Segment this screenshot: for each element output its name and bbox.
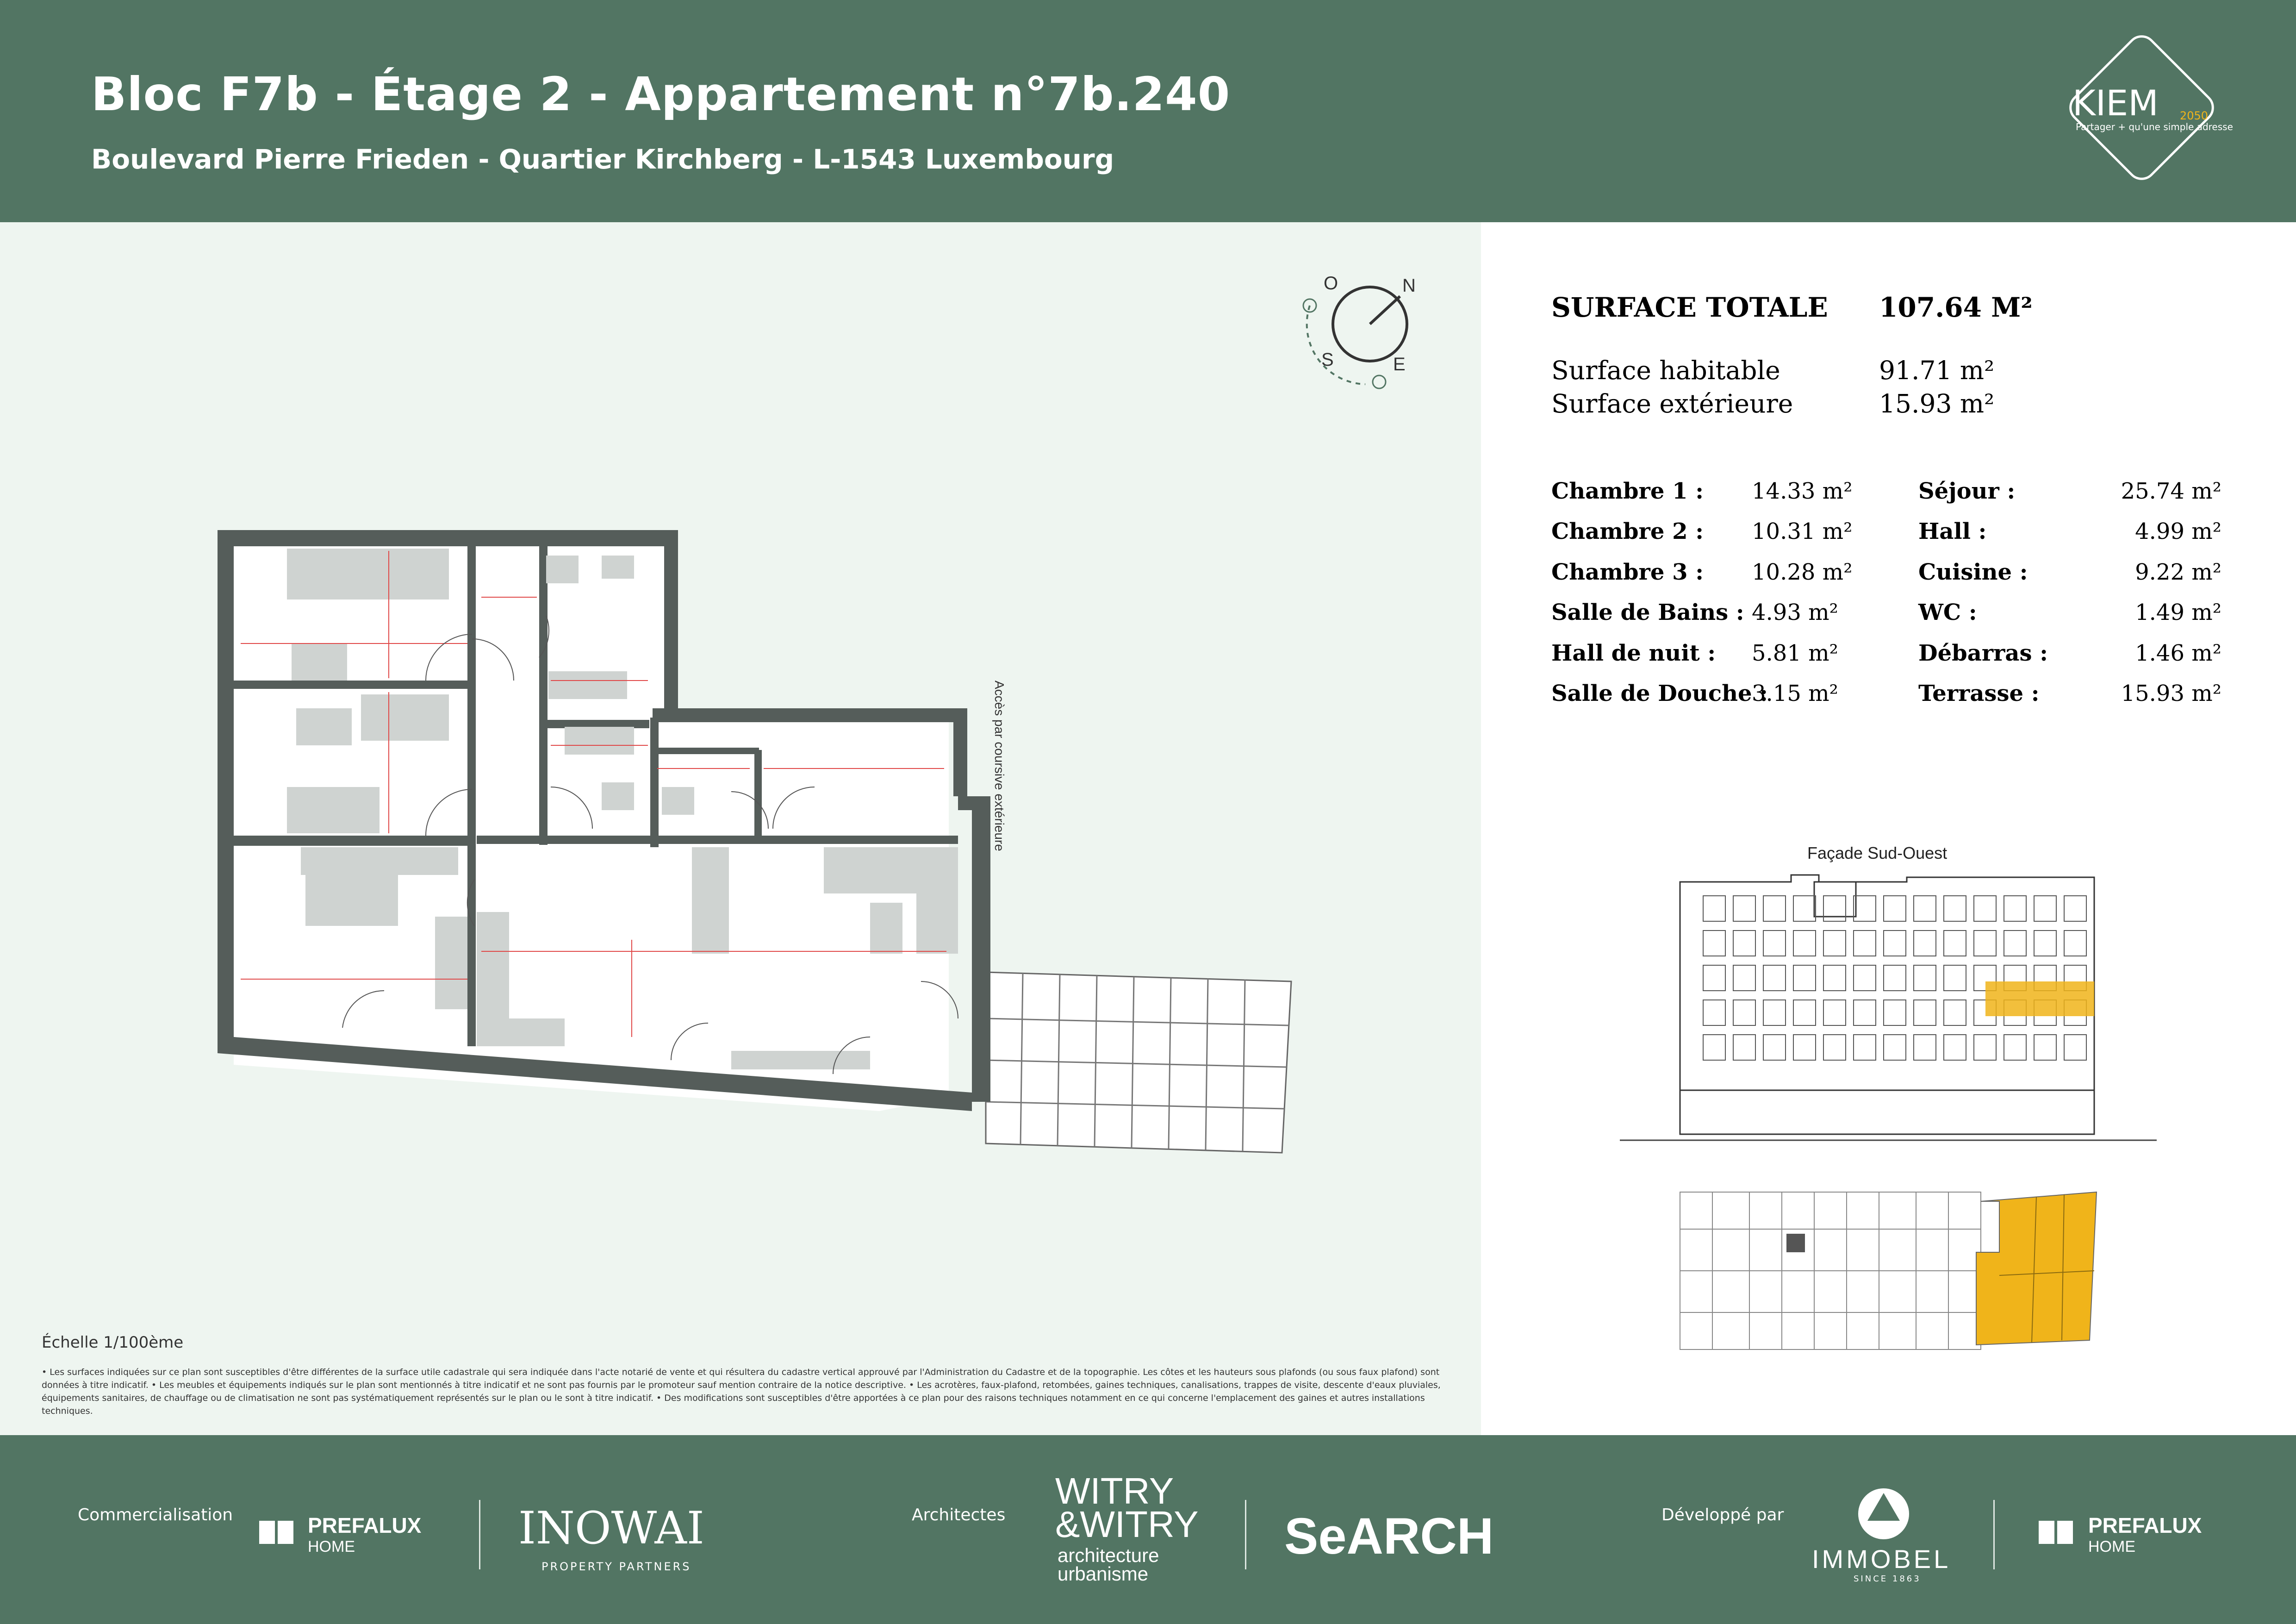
room-value: 4.93 m² bbox=[1752, 600, 1838, 625]
compass bbox=[1303, 273, 1416, 388]
kiem-logo-tagline: Partager + qu'une simple adresse bbox=[2076, 121, 2233, 132]
room-label: Chambre 2 : bbox=[1551, 518, 1704, 544]
scale-label: Échelle 1/100ème bbox=[42, 1333, 184, 1352]
room-label: Terrasse : bbox=[1918, 681, 2040, 706]
footer-divider bbox=[1993, 1500, 1995, 1569]
witry-line1: WITRY bbox=[1055, 1470, 1174, 1512]
kiem-logo-year: 2050 bbox=[2180, 109, 2209, 122]
room-value: 10.28 m² bbox=[1752, 559, 1853, 585]
surface-habitable-value: 91.71 m² bbox=[1879, 356, 1995, 385]
witry-line4: urbanisme bbox=[1058, 1563, 1149, 1585]
disclaimer-text: • Les surfaces indiquées sur ce plan sont susceptibles d'être différentes de la surface utile cadastrale qui sera indiquée dans l'acte notarié de vente et qui résultera du cadastre vertical approuvé par l'Administration du Cadastre et de la topographie. Les côtes et les hauteurs sous plafonds (ou sous faux plafond) sont données à titre indicatif. • Les meubles et équipements indiqués sur le plan sont mentionnés à titre indicatif et ne sont pas fournis par le promoteur sauf mention contraire de la notice descriptive. • Les acrotères, faux-plafond, retombées, gaines techniques, canalisations, trappes de visite, descente d'eaux pluviales, équipements sanitaires, de chauffage ou de climatisation ne sont pas systématiquement représentés sur le plan ou le sont à titre indicatif. • Des modifications sont susceptibles d'être apportées à ce plan pour des raisons techniques notamment en ce qui concerne l'emplacement des gaines et autres installations techniques. bbox=[42, 1367, 1441, 1416]
compass-s: S bbox=[1321, 350, 1334, 370]
prefalux-name: PREFALUX bbox=[308, 1513, 422, 1537]
surface-exterieure-value: 15.93 m² bbox=[1879, 389, 1995, 418]
inowai-name: INOWAI bbox=[518, 1502, 704, 1554]
floor-plan-drawing bbox=[0, 222, 1481, 1435]
prefalux-icon bbox=[259, 1521, 275, 1544]
surface-exterieure-label: Surface extérieure bbox=[1551, 389, 1793, 418]
compass-n: N bbox=[1402, 275, 1416, 296]
page-address: Boulevard Pierre Frieden - Quartier Kirchberg - L-1543 Luxembourg bbox=[91, 144, 1114, 175]
access-label: Accès par coursive extérieure bbox=[992, 681, 1007, 851]
witry-line3: architecture bbox=[1058, 1544, 1159, 1566]
room-label: Séjour : bbox=[1918, 478, 2016, 504]
room-label: Hall de nuit : bbox=[1551, 640, 1716, 666]
immobel-icon bbox=[1856, 1486, 1911, 1542]
surface-total-label: SURFACE TOTALE bbox=[1551, 292, 1828, 323]
footer-divider bbox=[479, 1500, 480, 1569]
kiem-logo-text: KIEM bbox=[2072, 82, 2159, 124]
prefalux-sub: HOME bbox=[2088, 1538, 2135, 1555]
room-value: 10.31 m² bbox=[1752, 518, 1853, 544]
room-value: 1.46 m² bbox=[2135, 640, 2221, 666]
prefalux-icon bbox=[278, 1521, 293, 1544]
keyplan-highlight bbox=[1976, 1192, 2097, 1345]
sun-icon bbox=[1373, 375, 1386, 388]
facade-title: Façade Sud-Ouest bbox=[1807, 843, 1948, 862]
compass-o: O bbox=[1324, 273, 1338, 294]
witry-line2: &WITRY bbox=[1055, 1504, 1199, 1545]
room-value: 1.49 m² bbox=[2135, 600, 2221, 625]
key-plan bbox=[1675, 1183, 2101, 1359]
prefalux-icon bbox=[2039, 1521, 2054, 1544]
room-label: Débarras : bbox=[1918, 640, 2048, 666]
room-value: 25.74 m² bbox=[2121, 478, 2221, 504]
prefalux-name: PREFALUX bbox=[2088, 1513, 2202, 1537]
compass-e: E bbox=[1393, 354, 1406, 375]
page-title: Bloc F7b - Étage 2 - Appartement n°7b.240 bbox=[91, 67, 1231, 121]
prefalux-icon bbox=[2057, 1521, 2073, 1544]
search-name: SeARCH bbox=[1284, 1508, 1494, 1565]
surface-habitable-label: Surface habitable bbox=[1551, 356, 1780, 385]
room-label: Chambre 1 : bbox=[1551, 478, 1704, 504]
room-label: Cuisine : bbox=[1918, 559, 2028, 585]
immobel-name: IMMOBEL bbox=[1812, 1544, 1951, 1574]
architectes-label: Architectes bbox=[912, 1505, 1006, 1524]
prefalux-sub: HOME bbox=[308, 1538, 355, 1555]
room-value: 14.33 m² bbox=[1752, 478, 1853, 504]
room-label: Hall : bbox=[1918, 518, 1987, 544]
room-value: 9.22 m² bbox=[2135, 559, 2221, 585]
room-value: 15.93 m² bbox=[2121, 681, 2221, 706]
room-label: Chambre 3 : bbox=[1551, 559, 1704, 585]
facade-elevation bbox=[1620, 870, 2157, 1148]
room-label: Salle de Douche : bbox=[1551, 681, 1768, 706]
room-label: WC : bbox=[1918, 600, 1977, 625]
immobel-sub: SINCE 1863 bbox=[1854, 1574, 1921, 1584]
keyplan-stair bbox=[1786, 1234, 1805, 1252]
terrace bbox=[986, 972, 1291, 1153]
room-value: 5.81 m² bbox=[1752, 640, 1838, 666]
inowai-sub: PROPERTY PARTNERS bbox=[541, 1560, 691, 1573]
room-value: 4.99 m² bbox=[2135, 518, 2221, 544]
developpe-label: Développé par bbox=[1661, 1505, 1784, 1524]
commercialisation-label: Commercialisation bbox=[78, 1505, 233, 1524]
surface-total-value: 107.64 M² bbox=[1879, 292, 2033, 323]
facade-highlight bbox=[1985, 981, 2094, 1016]
room-label: Salle de Bains : bbox=[1551, 600, 1744, 625]
room-value: 3.15 m² bbox=[1752, 681, 1838, 706]
footer-divider bbox=[1245, 1500, 1246, 1569]
